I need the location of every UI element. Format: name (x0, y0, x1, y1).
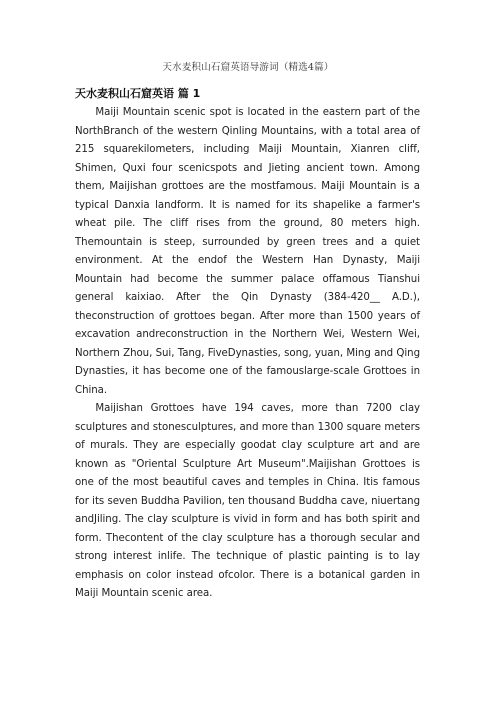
running-header: 天水麦积山石窟英语导游词（精选4篇） (162, 62, 334, 73)
article-title: 天水麦积山石窟英语 篇 1 (75, 87, 201, 100)
article-body (75, 85, 420, 604)
paragraph: Maijishan Grottoes have 194 caves, more than 7200 clay sculptures and stonesculptures, and more than 1300 square meters of murals. They are especially goodat clay sculpture art and are known as "Oriental Sculpture Art Museum".Maijishan Grottoes is one of the most beautiful caves and temples in China. Itis famous for its seven Buddha Pavilion, ten thousand Buddha cave, niuertang andJiling. The clay sculpture is vivid in form and has both spirit and form. Thecontent of the clay sculpture has a thorough secular and strong interest inlife. The technique of plastic painting is to lay emphasis on color instead ofcolor. There is a botanical garden in Maiji Mountain scenic area. (75, 403, 420, 599)
paragraph: Maiji Mountain scenic spot is located in the eastern part of the NorthBranch of the western Qinling Mountains, with a total area of 215 squarekilometers, including Maiji Mountain, Xianren cliff, Shimen, Quxi four scenicspots and Jieting ancient town. Among them, Maijishan grottoes are the mostfamous. Maiji Mountain is a typical Danxia landform. It is named for its shapelike a farmer's wheat pile. The cliff rises from the ground, 80 meters high. Themountain is steep, surrounded by green trees and a quiet environment. At the endof the Western Han Dynasty, Maiji Mountain had become the summer palace offamous Tianshui general kaixiao. After the Qin Dynasty (384-420__ A.D.), theconstruction of grottoes began. After more than 1500 years of excavation andreconstruction in the Northern Wei, Western Wei, Northern Zhou, Sui, Tang, FiveDynasties, song, yuan, Ming and Qing Dynasties, it has become one of the famouslarge-scale Grottoes in China. (75, 107, 420, 396)
